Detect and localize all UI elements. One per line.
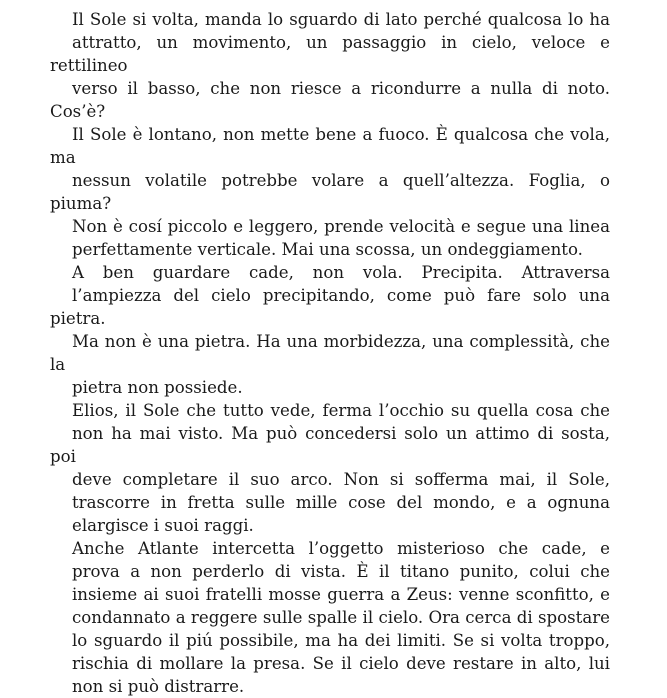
- text-line: non si può distrarre.: [72, 677, 245, 696]
- book-page: [50, 8, 610, 698]
- text-line: pietra non possiede.: [72, 378, 243, 397]
- text-line: deve completare il suo arco. Non si sofferma mai, il Sole,: [72, 470, 610, 489]
- text-line: non ha mai visto. Ma può concedersi solo un attimo di sosta, poi: [50, 424, 610, 466]
- text-line: Non è cosí piccolo e leggero, prende velocità e segue una linea: [72, 217, 610, 236]
- text-line: prova a non perderlo di vista. È il titano punito, colui che: [72, 562, 610, 581]
- text-line: condannato a reggere sulle spalle il cielo. Ora cerca di spostare: [72, 608, 610, 627]
- text-line: A ben guardare cade, non vola. Precipita. Attraversa: [72, 263, 610, 282]
- text-line: elargisce i suoi raggi.: [72, 516, 254, 535]
- text-line: insieme ai suoi fratelli mosse guerra a Zeus: venne sconfitto, e: [72, 585, 610, 604]
- text-line: lo sguardo il piú possibile, ma ha dei limiti. Se si volta troppo,: [72, 631, 610, 650]
- paragraph-4: [50, 537, 610, 698]
- paragraph-3: [50, 399, 610, 537]
- text-line: trascorre in fretta sulle mille cose del mondo, e a ognuna: [72, 493, 610, 512]
- text-line: rischia di mollare la presa. Se il cielo deve restare in alto, lui: [72, 654, 610, 673]
- text-line: nessun volatile potrebbe volare a quell’altezza. Foglia, o piuma?: [50, 171, 610, 213]
- text-line: Anche Atlante intercetta l’oggetto misterioso che cade, e: [72, 539, 610, 558]
- text-line: verso il basso, che non riesce a ricondurre a nulla di noto. Cos’è?: [50, 79, 610, 121]
- text-line: attratto, un movimento, un passaggio in cielo, veloce e rettilineo: [50, 33, 610, 75]
- text-line: Ma non è una pietra. Ha una morbidezza, una complessità, che la: [50, 332, 610, 374]
- paragraph-2: [50, 261, 610, 399]
- paragraph-1: [50, 8, 610, 261]
- text-line: Il Sole è lontano, non mette bene a fuoco. È qualcosa che vola, ma: [50, 125, 610, 167]
- text-line: l’ampiezza del cielo precipitando, come può fare solo una pietra.: [50, 286, 610, 328]
- text-line: Il Sole si volta, manda lo sguardo di lato perché qualcosa lo ha: [72, 10, 610, 29]
- text-line: Elios, il Sole che tutto vede, ferma l’occhio su quella cosa che: [72, 401, 610, 420]
- text-line: perfettamente verticale. Mai una scossa, un ondeggiamento.: [72, 240, 583, 259]
